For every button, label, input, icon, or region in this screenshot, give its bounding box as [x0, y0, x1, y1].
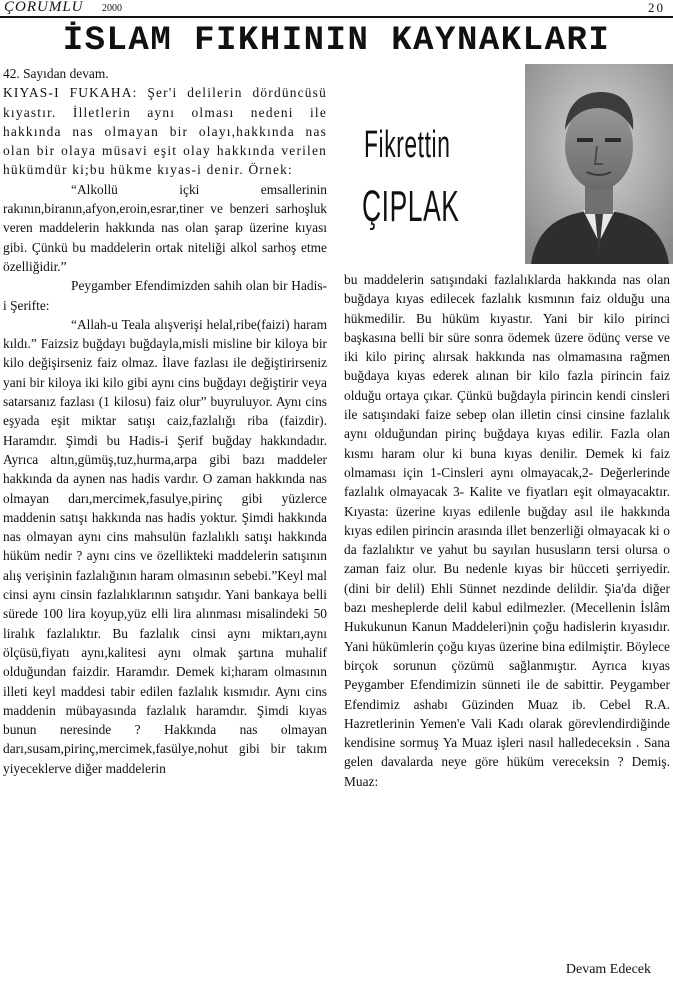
author-byline: [344, 110, 524, 260]
portrait-image: [525, 64, 673, 264]
header-rule: [0, 16, 673, 18]
left-column: [3, 64, 327, 778]
magazine-year: 2000: [102, 3, 122, 14]
to-be-continued: Devam Edecek: [565, 962, 651, 977]
continued-from-note: 42. Sayıdan devam.: [3, 66, 109, 81]
paragraph-hadith: “Allah-u Teala alışverişi helal,ribe(faizi) haram kıldı.” Faizsiz buğdayı buğdayla,misli misline bir kiloya bir kilo değişirseniz faiz olmaz. İlave fazlası ile değiştirirseniz yani bir kiloya iki kilo gibi aynı cins buğdayı değiştirir veya satarsanız fazlası (1 kilosu) faiz olur” buyruluyor. Aynı cins eşyada eşit miktar satışı caiz,fazlalığı riba (faizdir). Haramdır. Şimdi bu Hadis-i Şerif buğday hakkındadır. Ayrıca altın,gümüş,tuz,hurma,arpa gibi bazı maddeler hakkında da aynen nas hadis vardır. O zaman hakkında nas olmayan darı,mercimek,fasulye,pirinç gibi yüzlerce maddenin satışı hakkında nas hadis yoktur. Şimdi hakkında nas olmayan aynı cins mahsulün fazlalıklı satışı hakkında hüküm nedir ? aynı cins ve özellikteki maddelerin satışının alış verişinin fazlalığının haram olmasının sebebi.”Keyl mal cinsi aynı cinsin fazlalıklarının satışıdır. Yani bankaya belli sürede 100 lira koyup,yüz elli lira alınması misalindeki 50 liralık fazlalıktır. Bu fazlalık cinsi aynı miktarı,aynı ölçüsü,fiyatı aynı,kalitesi aynı olmak şartına muhalif olduğundan faizdir. Haramdır. Demek ki;haram olmasının illeti keyl maddesi tabir edilen fazlalık kısmıdır. Aynı cins maddenin mübayasında fazlalık haramdır. Şimdi kıyas bunun neresinde ? Hakkında nas olmayan darı,susam,pirinç,mercimek,fasülye,nohut gibi bir takım yiyeceklerve diğer maddelerin: [3, 316, 327, 776]
author-last-name: ÇIPLAK: [362, 182, 460, 231]
paragraph-right-continuation: bu maddelerin satışındaki fazlalıklarda hakkında nas olan buğdaya kıyas edilecek fazlalık kısmının faiz olduğu una hükmedilir. Bu hüküm kıyastır. Yani bir kilo pirinci başkasına belli bir süre sonra ödemek üzere ödünç verse ve iki kilo pirinç alırsak hakkında nas olmamasına rağmen buğdaya kıyas ederek alınan bir kilo fazla pirincin faiz olduğu ortaya çıkar. Çünkü buğdayla pirincin kendi cinsleri ile satışındaki faize sebep olan illetin cinsi cinsine fazlalık aynı olduğundan pirinç buğdaya kıyas edilir. Fazla olan kısmı haram olur ki buna kıyas denilir. Demek ki faiz olmaması için 1-Cinsleri aynı olmayacak,2- Değerlerinde fazlalık olmayacak 3- Kalite ve fiyatları eşit olmayacaktır. Kıyasta: üzerine kıyas edilenle buğday asıl ile hakkında kıyas edilen pirincin arasında illet benzerliği olmayacak ki o da fazlalıktır ve yahut bu sayılan hususların tersi olursa o zaman faiz olur. Bu nedenle kıyas bir hücceti şerriyedir. (dini bir delil) Ehli Sünnet nezdinde delildir. Şia'da diğer bazı mesheplerde delil kabul edilmezler. (Mecellenin İslâm Hukukunun Kanun Maddeleri)nin çoğu hadislerin kıyasıdır. Yani hükümlerin çoğu kıyas üzerine bina edilmiştir. Böylece birçok sorunun çözümü sağlanmıştır. Ayrıca kıyas Peygamber Efendimizin sünneti ile de sabittir. Peygamber Efendimiz ashabı Güzinden Muaz ib. Cebel R.A. Hazretlerinin Yemen'e Vali Kadı olarak görevlendirdiğinde kendisine sormuş Ya Muaz işleri nasıl halledeceksin . Sana gelen davalarda neye göre hüküm vereceksin ? Demiş. Muaz:: [344, 272, 670, 789]
author-portrait: [525, 64, 673, 264]
paragraph-hadith-intro: Peygamber Efendimizden sahih olan bir Hadis-i Şerifte:: [3, 278, 327, 313]
article-title: İSLAM FIKHININ KAYNAKLARI: [62, 22, 611, 60]
paragraph-kiyas-definition: KIYAS-I FUKAHA: Şer'i delilerin dördüncüsü kıyastır. İlletlerin aynı olması nedeni ile hakkında nas olmayan bir olayı,hakkında nas olan bir olaya müsavi eşit olay hakkında verilen hükümdür ki;bu hükme kıyas-i denir. Örnek:: [3, 85, 327, 178]
magazine-name: ÇORUMLU: [4, 0, 84, 15]
page-number: 20: [648, 0, 665, 15]
right-column: [344, 270, 670, 791]
author-first-name: Fikrettin: [364, 124, 451, 166]
paragraph-example: “Alkollü içki emsallerinin rakının,biranın,afyon,eroin,esrar,tiner ve benzeri sarhoşluk veren maddelerin hakkında nas olan şarap üzerine kıyası gibi. Çünkü bu maddelerin ortak niteliği alkol sarhoş etme özelliğidir.”: [3, 181, 327, 274]
